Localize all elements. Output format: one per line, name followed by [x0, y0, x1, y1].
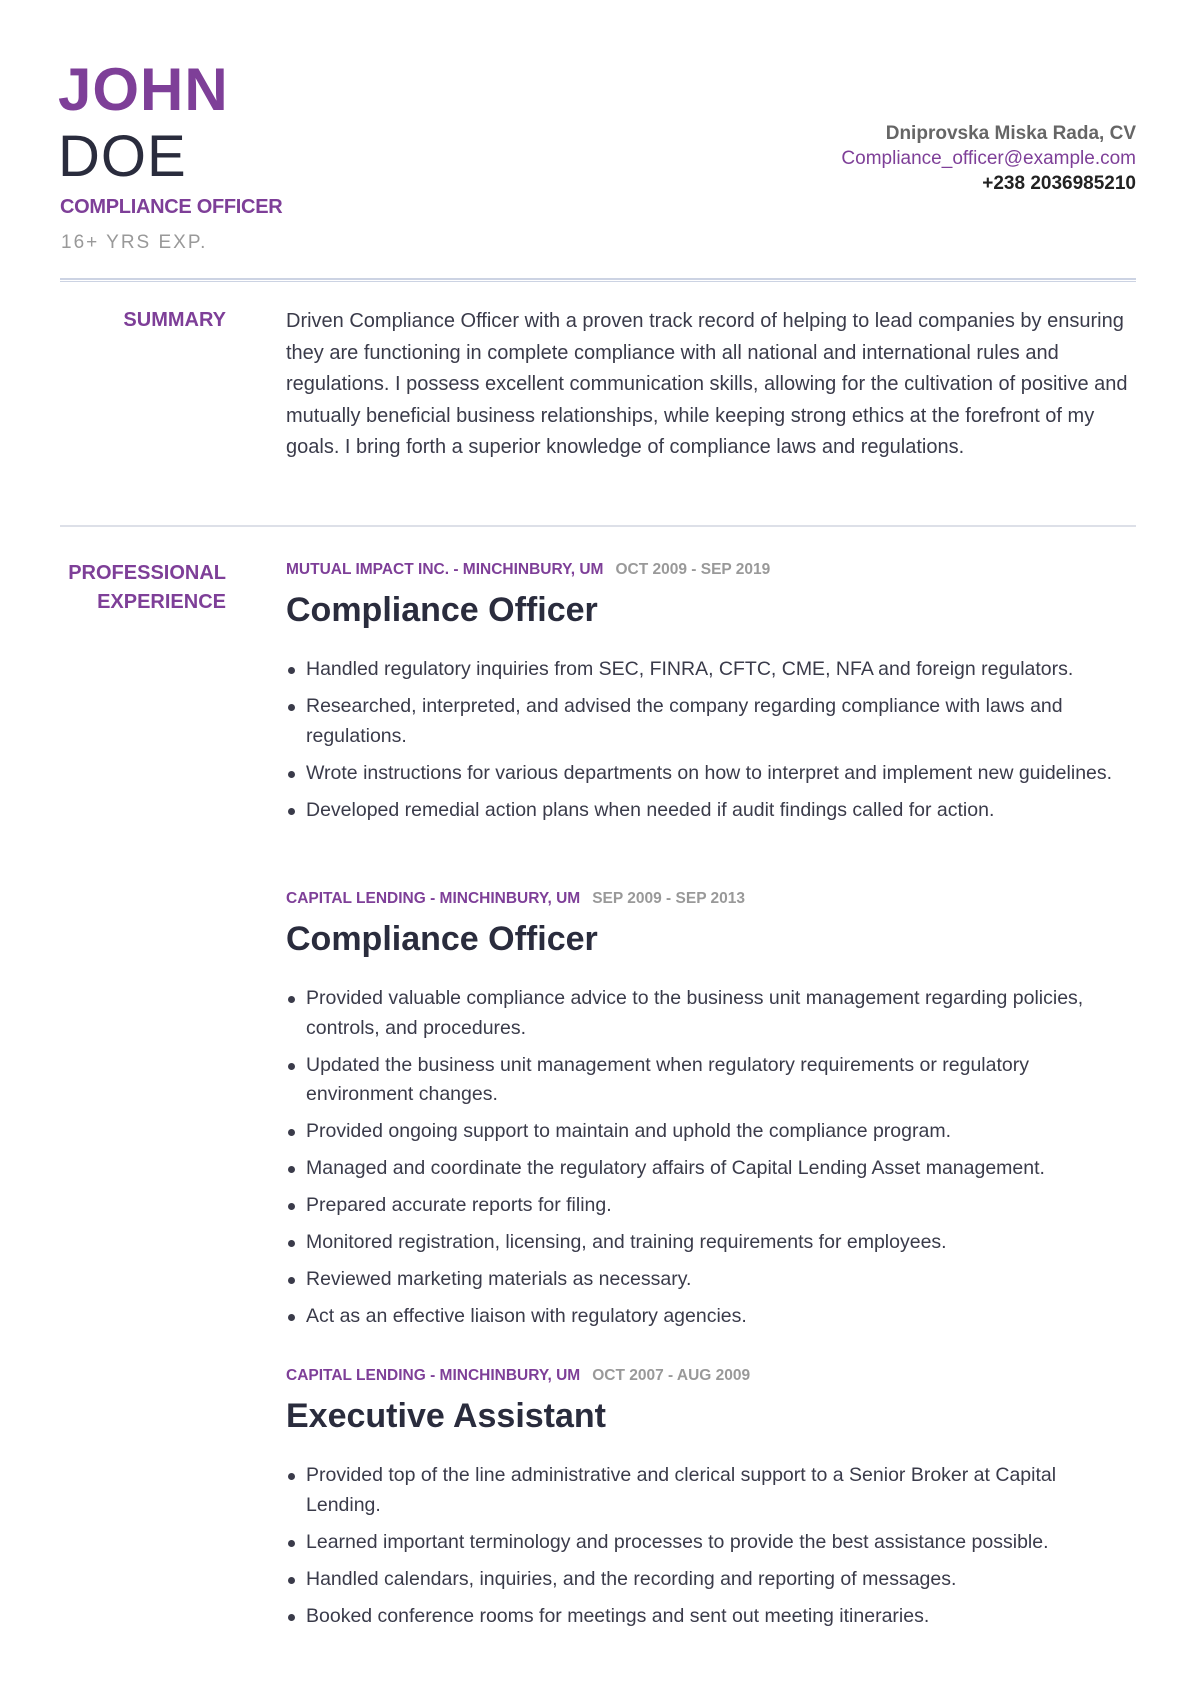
job-entry	[286, 889, 1136, 1339]
list-item: Provided ongoing support to maintain and uphold the compliance program.	[286, 1117, 1136, 1147]
job-entry	[286, 1366, 1136, 1639]
section-divider	[60, 525, 1136, 527]
summary-text: Driven Compliance Officer with a proven track record of helping to lead companies by ensuring they are functioning in complete compliance with all national and international rules and regulations. I possess excellent communication skills, allowing for the cultivation of positive and mutually beneficial business relationships, while keeping strong ethics at the forefront of my goals. I bring forth a superior knowledge of compliance laws and regulations.	[286, 310, 1128, 459]
experience-label-line1: PROFESSIONAL	[68, 562, 226, 584]
bullet-list	[286, 1461, 1136, 1631]
list-item: Handled calendars, inquiries, and the recording and reporting of messages.	[286, 1565, 1136, 1595]
summary-label: SUMMARY	[123, 309, 226, 331]
header-divider	[60, 278, 1136, 282]
years-experience: 16+ YRS EXP.	[61, 232, 208, 253]
list-item: Provided valuable compliance advice to the business unit management regarding policies, controls, and procedures.	[286, 984, 1136, 1043]
position-title: Executive Assistant	[286, 1397, 606, 1435]
company: MUTUAL IMPACT INC. - MINCHINBURY, UM	[286, 561, 604, 578]
list-item: Monitored registration, licensing, and training requirements for employees.	[286, 1228, 1136, 1258]
list-item: Updated the business unit management when regulatory requirements or regulatory environment changes.	[286, 1051, 1136, 1110]
company: CAPITAL LENDING - MINCHINBURY, UM	[286, 890, 581, 907]
list-item: Learned important terminology and processes to provide the best assistance possible.	[286, 1528, 1136, 1558]
dates: OCT 2009 - SEP 2019	[615, 561, 771, 578]
list-item: Wrote instructions for various departments on how to interpret and implement new guidelines.	[286, 759, 1136, 789]
position-title: Compliance Officer	[286, 920, 598, 958]
position-title: Compliance Officer	[286, 591, 598, 629]
bullet-list	[286, 655, 1136, 825]
job-title: COMPLIANCE OFFICER	[60, 196, 283, 218]
list-item: Handled regulatory inquiries from SEC, FINRA, CFTC, CME, NFA and foreign regulators.	[286, 655, 1136, 685]
first-name: JOHN	[58, 56, 229, 123]
experience-label	[68, 559, 226, 617]
phone: +238 2036985210	[982, 173, 1136, 194]
list-item: Researched, interpreted, and advised the company regarding compliance with laws and regulations.	[286, 692, 1136, 751]
bullet-list	[286, 984, 1136, 1332]
last-name: DOE	[58, 124, 187, 189]
list-item: Act as an effective liaison with regulatory agencies.	[286, 1302, 1136, 1332]
location: Dniprovska Miska Rada, CV	[885, 123, 1136, 144]
company: CAPITAL LENDING - MINCHINBURY, UM	[286, 1367, 581, 1384]
dates: SEP 2009 - SEP 2013	[592, 890, 746, 907]
dates: OCT 2007 - AUG 2009	[592, 1367, 751, 1384]
list-item: Managed and coordinate the regulatory affairs of Capital Lending Asset management.	[286, 1154, 1136, 1184]
experience-label-line2: EXPERIENCE	[97, 591, 226, 613]
list-item: Prepared accurate reports for filing.	[286, 1191, 1136, 1221]
list-item: Provided top of the line administrative and clerical support to a Senior Broker at Capital Lending.	[286, 1461, 1136, 1520]
job-meta	[286, 889, 1136, 909]
list-item: Developed remedial action plans when needed if audit findings called for action.	[286, 796, 1136, 826]
job-meta	[286, 1366, 1136, 1386]
job-entry	[286, 560, 1136, 833]
list-item: Reviewed marketing materials as necessary.	[286, 1265, 1136, 1295]
job-meta	[286, 560, 1136, 580]
email-link[interactable]: Compliance_officer@example.com	[841, 148, 1136, 169]
list-item: Booked conference rooms for meetings and sent out meeting itineraries.	[286, 1602, 1136, 1632]
